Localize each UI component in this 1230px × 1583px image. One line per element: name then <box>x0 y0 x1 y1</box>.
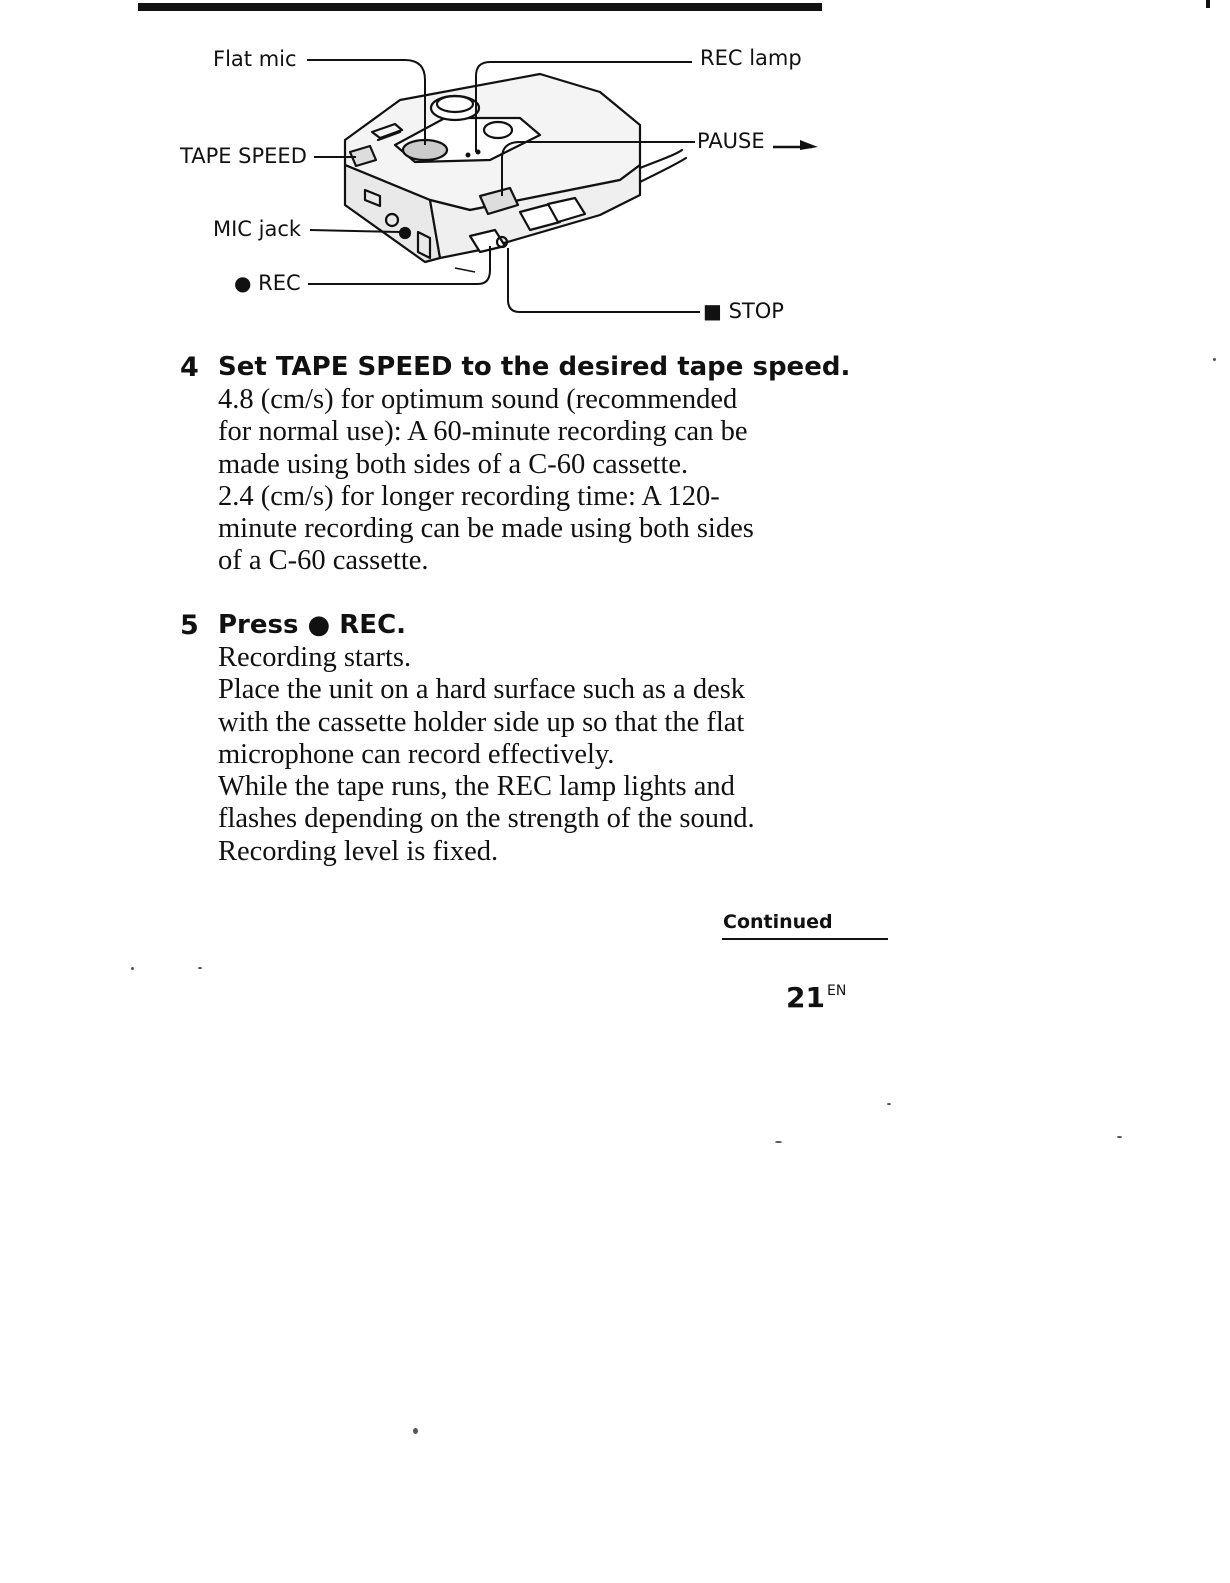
pause-arrowhead-icon <box>800 140 818 150</box>
scan-speck <box>1117 1136 1122 1138</box>
step-body <box>218 642 838 868</box>
step-number: 5 <box>180 610 199 641</box>
callout-tape-speed: TAPE SPEED <box>180 144 307 168</box>
scan-speck <box>413 1428 418 1434</box>
body-line: Recording starts. <box>218 642 412 673</box>
continued-label: Continued <box>723 911 833 933</box>
step-title-suffix: REC. <box>339 610 407 640</box>
body-line: with the cassette holder side up so that the flat <box>218 706 745 738</box>
scan-speck <box>131 967 134 970</box>
page-number-value: 21 <box>786 981 825 1014</box>
continued-rule <box>722 938 888 940</box>
step-body <box>218 384 838 578</box>
recorder-illustration <box>0 0 1230 340</box>
body-line: Place the unit on a hard surface such as a desk <box>218 674 746 706</box>
scan-speck <box>887 1103 891 1105</box>
page-number-suffix: EN <box>826 983 847 999</box>
body-line: While the tape runs, the REC lamp lights and <box>218 771 735 803</box>
step-title <box>218 612 406 638</box>
body-line: microphone can record effectively. <box>218 738 615 770</box>
scan-speck <box>198 967 202 969</box>
body-line: 2.4 (cm/s) for longer recording time: A 120- <box>218 480 720 512</box>
callout-rec: REC <box>258 271 301 295</box>
body-line: 4.8 (cm/s) for optimum sound (recommended <box>218 384 738 415</box>
page-number <box>786 981 847 1014</box>
scan-speck <box>1213 358 1216 361</box>
stop-square-icon: ■ <box>703 299 722 323</box>
body-line: of a C-60 cassette. <box>218 545 429 577</box>
record-dot-icon: ● <box>307 610 331 640</box>
body-line: flashes depending on the strength of the sound. <box>218 803 755 835</box>
callout-stop: STOP <box>728 299 784 323</box>
body-line: made using both sides of a C-60 cassette. <box>218 448 689 480</box>
record-dot-icon: ● <box>234 271 252 295</box>
callout-stop-wrap <box>703 301 784 322</box>
callout-rec-lamp: REC lamp <box>700 46 802 70</box>
body-line: minute recording can be made using both sides <box>218 513 754 545</box>
scan-speck <box>775 1141 782 1143</box>
step-title: Set TAPE SPEED to the desired tape speed. <box>218 352 851 382</box>
recorder-figure <box>0 0 1230 340</box>
step-number: 4 <box>180 352 199 383</box>
step-title-prefix: Press <box>218 610 299 640</box>
body-line: Recording level is fixed. <box>218 835 499 867</box>
callout-pause: PAUSE <box>697 129 765 153</box>
body-line: for normal use): A 60-minute recording can be <box>218 416 748 448</box>
callout-rec-wrap <box>234 273 301 294</box>
callout-flat-mic: Flat mic <box>213 47 297 71</box>
callout-mic-jack: MIC jack <box>213 217 302 241</box>
